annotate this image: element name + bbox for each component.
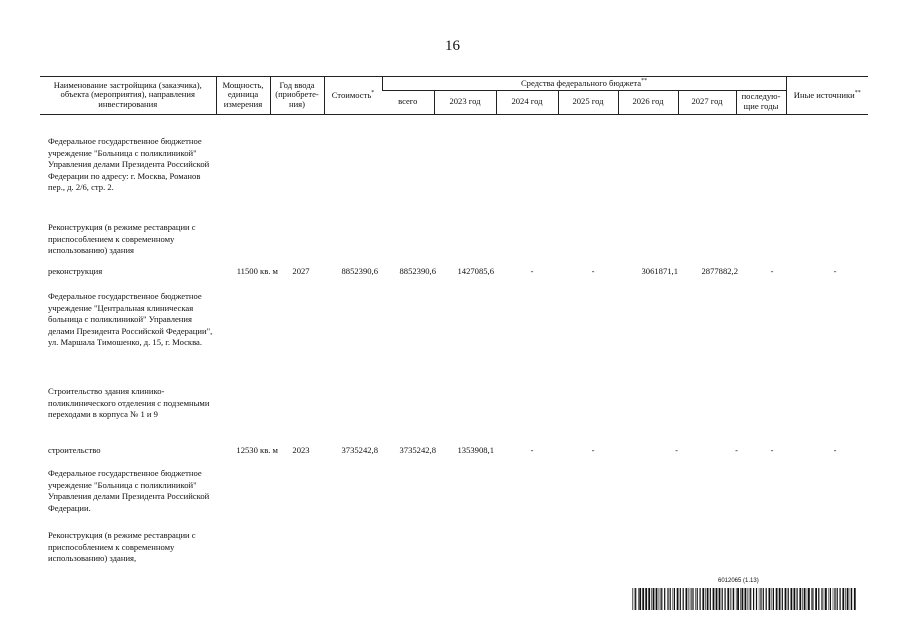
row-2026: 3061871,1 bbox=[641, 266, 678, 276]
row-later: - bbox=[770, 266, 774, 276]
header-2023: 2023 год bbox=[434, 90, 496, 114]
row-name: реконструкция bbox=[48, 266, 103, 276]
row-2024: - bbox=[530, 266, 534, 276]
object-2: Строительство здания клинико-поликлинического отделения с подземными переходами в корпуса № 1 и 9 bbox=[48, 386, 210, 420]
object-1: Реконструкция (в режиме реставрации с приспособлением к современному использованию) здания bbox=[48, 222, 196, 256]
header-year-col: Год ввода (приобрете-ния) bbox=[270, 77, 324, 115]
row-name: строительство bbox=[48, 445, 101, 455]
header-capacity-col: Мощность, единица измерения bbox=[216, 77, 270, 115]
row-year: 2023 bbox=[292, 445, 310, 455]
row-2025: - bbox=[591, 445, 595, 455]
row-2024: - bbox=[530, 445, 534, 455]
barcode bbox=[632, 588, 857, 610]
table-row bbox=[0, 266, 905, 278]
header-2024: 2024 год bbox=[496, 90, 558, 114]
page-number: 16 bbox=[445, 38, 460, 54]
header-later: последую-щие годы bbox=[736, 90, 786, 114]
barcode-label: 6012065 (1.13) bbox=[718, 578, 759, 584]
header-name-col: Наименование застройщика (заказчика), объекта (мероприятия), направления инвестирования bbox=[40, 77, 216, 115]
header-other-col: Иные источники** bbox=[786, 77, 868, 115]
object-3: Реконструкция (в режиме реставрации с приспособлением к современному использованию) здания, bbox=[48, 530, 196, 564]
row-cost: 8852390,6 bbox=[341, 266, 378, 276]
institution-2: Федеральное государственное бюджетное учреждение "Центральная клиническая больница с поликлиникой" Управления делами Президента Российской Федерации", ул. Маршала Тимошенко, д. 15, г. Москва. bbox=[48, 291, 213, 348]
row-total: 8852390,6 bbox=[399, 266, 436, 276]
row-other: - bbox=[833, 445, 837, 455]
row-total: 3735242,8 bbox=[399, 445, 436, 455]
row-capacity: 11500 кв. м bbox=[236, 266, 278, 276]
row-2023: 1427085,6 bbox=[457, 266, 494, 276]
row-year: 2027 bbox=[292, 266, 310, 276]
header-federal-col: Средства федерального бюджета** bbox=[382, 77, 786, 91]
row-other: - bbox=[833, 266, 837, 276]
header-total: всего bbox=[382, 90, 434, 114]
header-2027: 2027 год bbox=[678, 90, 736, 114]
row-later: - bbox=[770, 445, 774, 455]
row-2027: - bbox=[735, 445, 738, 455]
row-2025: - bbox=[591, 266, 595, 276]
table-row bbox=[0, 445, 905, 457]
row-2027: 2877882,2 bbox=[701, 266, 738, 276]
row-2026: - bbox=[675, 445, 678, 455]
row-cost: 3735242,8 bbox=[341, 445, 378, 455]
header-2025: 2025 год bbox=[558, 90, 618, 114]
header-cost-col: Стоимость* bbox=[324, 77, 382, 115]
institution-3: Федеральное государственное бюджетное учреждение "Больница с поликлиникой" Управления делами Президента Российской Федерации. bbox=[48, 468, 210, 513]
header-2026: 2026 год bbox=[618, 90, 678, 114]
row-2023: 1353908,1 bbox=[457, 445, 494, 455]
institution-1: Федеральное государственное бюджетное учреждение "Больница с поликлиникой" Управления делами Президента Российской Федерации по адресу: г. Москва, Романов пер., д. 2/6, стр. 2. bbox=[48, 136, 210, 193]
row-capacity: 12530 кв. м bbox=[236, 445, 278, 455]
